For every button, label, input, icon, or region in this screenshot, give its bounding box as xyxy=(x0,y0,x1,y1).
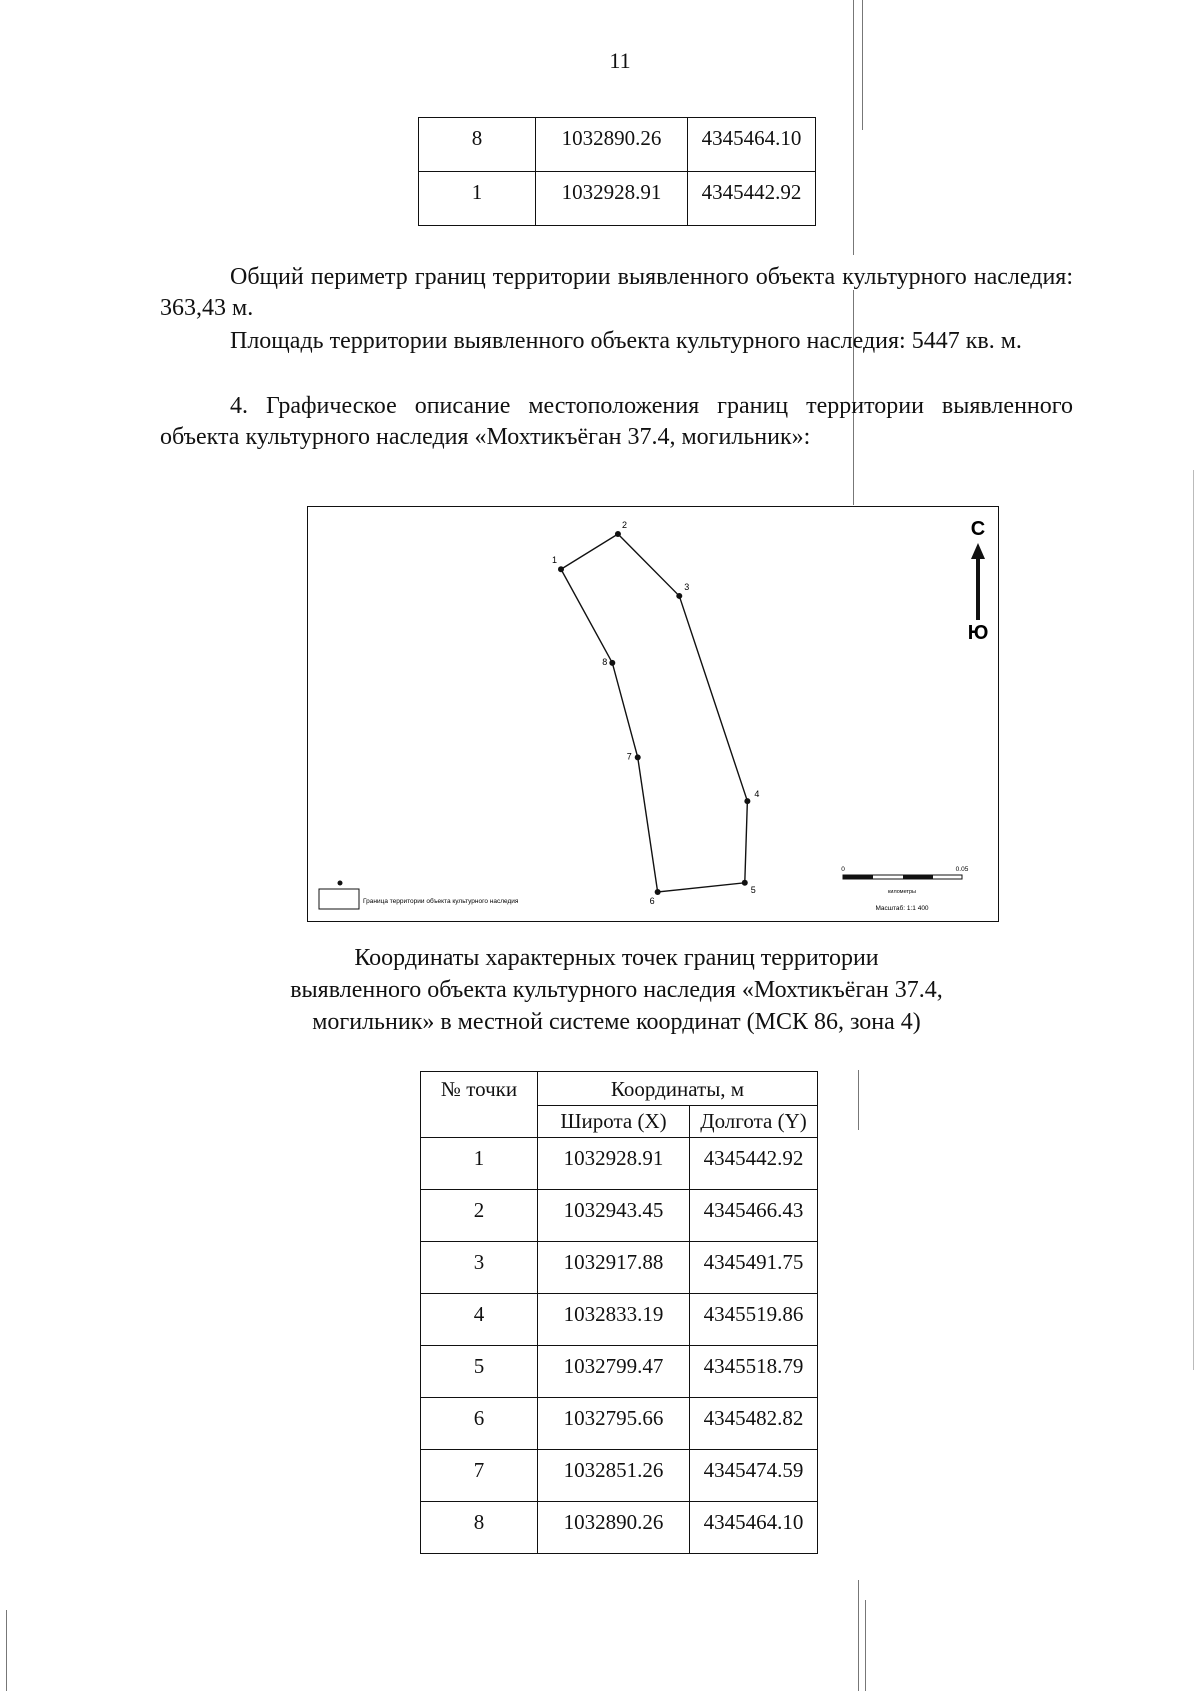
table-cell-y: 4345464.10 xyxy=(690,1502,818,1554)
map-canvas xyxy=(308,507,998,921)
boundary-point-marker xyxy=(609,660,615,666)
scale-bar xyxy=(841,866,969,912)
page-number: 11 xyxy=(609,48,631,73)
table-cell-x: 1032890.26 xyxy=(538,1502,690,1554)
boundary-point-marker xyxy=(676,593,682,599)
top-coordinates-table xyxy=(418,117,816,226)
svg-text:километры: километры xyxy=(888,889,916,895)
table-row xyxy=(421,1450,818,1502)
scan-artifact-line xyxy=(865,1600,866,1691)
table-row xyxy=(421,1398,818,1450)
table-row xyxy=(421,1242,818,1294)
north-arrow-icon xyxy=(968,518,989,644)
boundary-point-marker xyxy=(742,880,748,886)
boundary-point-label: 7 xyxy=(626,751,632,762)
table-row xyxy=(421,1502,818,1554)
north-label: С xyxy=(970,518,986,540)
table-cell-point: 6 xyxy=(421,1398,538,1450)
table-cell-point: 2 xyxy=(421,1190,538,1242)
boundary-point-marker xyxy=(615,531,621,537)
scan-artifact-line xyxy=(858,1070,859,1130)
boundary-point-marker xyxy=(744,798,750,804)
table-row xyxy=(421,1294,818,1346)
svg-text:0.05: 0.05 xyxy=(955,866,969,873)
table-cell-y: 4345482.82 xyxy=(690,1398,818,1450)
table-row xyxy=(419,172,816,226)
table-cell-point: 5 xyxy=(421,1346,538,1398)
boundary-point-label: 6 xyxy=(649,896,655,906)
boundary-point-marker xyxy=(558,566,564,572)
boundary-map xyxy=(307,506,999,922)
boundary-point-label: 4 xyxy=(754,789,760,800)
area-paragraph: Площадь территории выявленного объекта культурного наследия: 5447 кв. м. xyxy=(230,328,1022,354)
scan-artifact-line xyxy=(1193,470,1194,1370)
table-row xyxy=(421,1346,818,1398)
col-point-header: № точки xyxy=(421,1072,538,1138)
col-x-header: Широта (X) xyxy=(538,1106,690,1138)
table-cell-y: 4345491.75 xyxy=(690,1242,818,1294)
perimeter-paragraph: Общий периметр границ территории выявленного объекта культурного наследия: 363,43 м. xyxy=(160,264,1073,321)
col-coords-header: Координаты, м xyxy=(538,1072,818,1106)
col-y-header: Долгота (Y) xyxy=(690,1106,818,1138)
section4-paragraph: 4. Графическое описание местоположения границ территории выявленного объекта культурного наследия «Мохтикъёган 37.4, могильник»: xyxy=(160,393,1073,450)
table-cell-point: 3 xyxy=(421,1242,538,1294)
territory-boundary xyxy=(561,534,747,892)
boundary-point-label: 5 xyxy=(750,884,756,895)
scan-artifact-line xyxy=(853,0,854,255)
boundary-point-marker xyxy=(635,754,641,760)
table-row xyxy=(421,1138,818,1190)
table-cell-x: 1032851.26 xyxy=(538,1450,690,1502)
scan-artifact-line xyxy=(6,1610,7,1691)
boundary-point-label: 3 xyxy=(684,581,690,592)
table-cell-y: 4345518.79 xyxy=(690,1346,818,1398)
table-cell-y: 4345442.92 xyxy=(688,172,816,226)
table-cell-y: 4345474.59 xyxy=(690,1450,818,1502)
table-cell-x: 1032917.88 xyxy=(538,1242,690,1294)
svg-text:0: 0 xyxy=(841,866,845,873)
table-cell-point: 8 xyxy=(421,1502,538,1554)
table-cell-y: 4345442.92 xyxy=(690,1138,818,1190)
svg-text:Масштаб: 1:1 400: Масштаб: 1:1 400 xyxy=(875,905,929,912)
boundary-point-label: 1 xyxy=(552,555,558,566)
table-cell-point: 1 xyxy=(421,1138,538,1190)
table-row xyxy=(421,1190,818,1242)
table-cell-point: 8 xyxy=(419,118,536,172)
map-legend xyxy=(319,881,519,910)
boundary-point-marker xyxy=(655,889,661,895)
table-cell-x: 1032943.45 xyxy=(538,1190,690,1242)
table-cell-y: 4345464.10 xyxy=(688,118,816,172)
table-cell-x: 1032833.19 xyxy=(538,1294,690,1346)
table-caption: Координаты характерных точек границ территории выявленного объекта культурного наследия «Мохтикъёган 37.4, могильник» в местной системе координат (МСК 86, зона 4) xyxy=(290,945,943,1035)
table-cell-x: 1032928.91 xyxy=(536,172,688,226)
table-cell-y: 4345519.86 xyxy=(690,1294,818,1346)
table-cell-x: 1032890.26 xyxy=(536,118,688,172)
table-cell-x: 1032795.66 xyxy=(538,1398,690,1450)
boundary-points xyxy=(552,520,759,906)
scan-artifact-line xyxy=(858,1580,859,1691)
table-cell-point: 4 xyxy=(421,1294,538,1346)
table-cell-x: 1032928.91 xyxy=(538,1138,690,1190)
table-cell-point: 7 xyxy=(421,1450,538,1502)
south-label: Ю xyxy=(967,622,989,644)
table-cell-point: 1 xyxy=(419,172,536,226)
table-row xyxy=(419,118,816,172)
boundary-point-label: 2 xyxy=(621,520,627,530)
boundary-point-label: 8 xyxy=(602,656,608,667)
table-cell-x: 1032799.47 xyxy=(538,1346,690,1398)
main-coordinates-table xyxy=(420,1071,818,1554)
table-cell-y: 4345466.43 xyxy=(690,1190,818,1242)
legend-text: Граница территории объекта культурного наследия xyxy=(363,898,519,905)
